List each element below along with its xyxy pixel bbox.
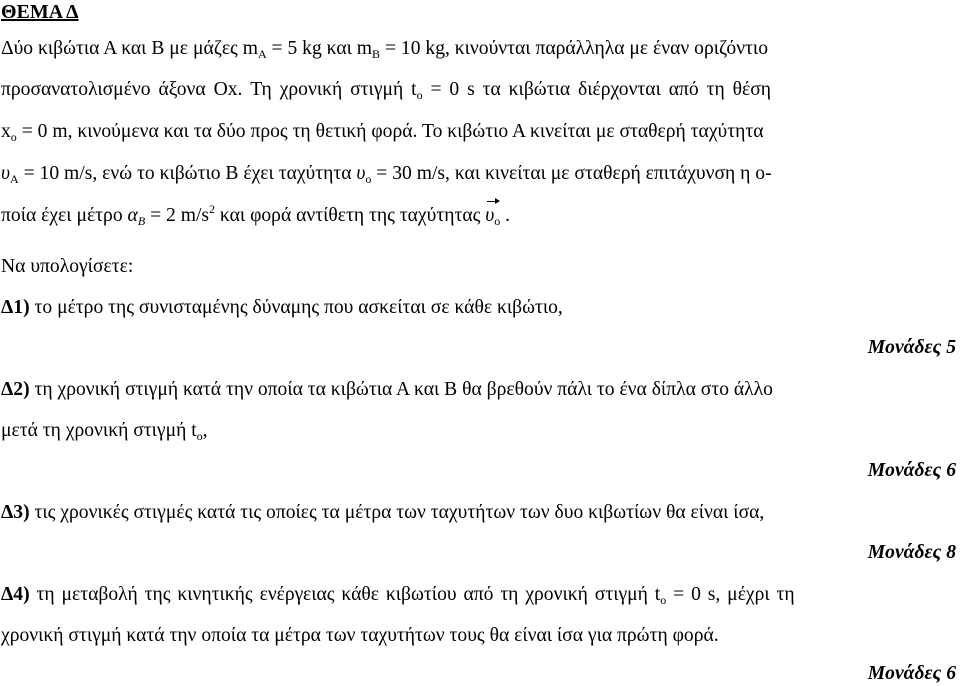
intro-line-2: προσανατολισμένο άξονα Οx. Τη χρονική στιγμή $t_o = 0$ s τα κιβώτια διέρχονται από τη θέση xyxy=(1,79,772,102)
question-d4-line-1: Δ4) τη μεταβολή της κινητικής ενέργειας κάθε κιβωτίου από τη χρονική στιγμή $t_o = 0$ s, μέχρι τη xyxy=(1,584,795,607)
points-d3: Μονάδες 8 xyxy=(867,542,956,563)
intro-line-4: $\upsilon_A = 10$ m/s, ενώ το κιβώτιο Β έχει ταχύτητα $\upsilon_o = 30$ m/s, και κινείται με σταθερή επιτάχυνση η ο- xyxy=(1,163,772,186)
question-d2-line-1: Δ2) τη χρονική στιγμή κατά την οποία τα κιβώτια Α και Β θα βρεθούν πάλι το ένα δίπλα στο άλλο xyxy=(1,379,773,400)
points-d2: Μονάδες 6 xyxy=(867,460,956,481)
section-title: ΘΕΜΑ Δ xyxy=(1,1,79,23)
intro-line-1: Δύο κιβώτια Α και Β με μάζες $m_A = 5$ kg και $m_B = 10$ kg, κινούνται παράλληλα με έναν οριζόντιο xyxy=(1,38,768,61)
question-d1: Δ1) το μέτρο της συνισταμένης δύναμης που ασκείται σε κάθε κιβώτιο, xyxy=(1,297,563,318)
intro-line-5: ποία έχει μέτρο $\alpha_B = 2$ $m/s^2$ και φορά αντίθετη της ταχύτητας $\upsilon_o$ . xyxy=(1,202,511,228)
question-d4-line-2: χρονική στιγμή κατά την οποία τα μέτρα των ταχυτήτων τους θα είναι ίσα για πρώτη φορά. xyxy=(1,625,719,646)
prompt-text: Να υπολογίσετε: xyxy=(1,256,134,277)
points-d1: Μονάδες 5 xyxy=(867,337,956,358)
velocity-vector-symbol: υ xyxy=(485,205,495,226)
intro-line-3: $x_o = 0$ m, κινούμενα και τα δύο προς τη θετική φορά. Το κιβώτιο Α κινείται με σταθερή ταχύτητα xyxy=(1,121,764,144)
points-d4: Μονάδες 6 xyxy=(867,663,956,684)
question-d2-line-2: μετά τη χρονική στιγμή $t_o$, xyxy=(1,420,208,443)
question-d3: Δ3) τις χρονικές στιγμές κατά τις οποίες τα μέτρα των ταχυτήτων των δυο κιβωτίων θα είναι ίσα, xyxy=(1,502,765,523)
